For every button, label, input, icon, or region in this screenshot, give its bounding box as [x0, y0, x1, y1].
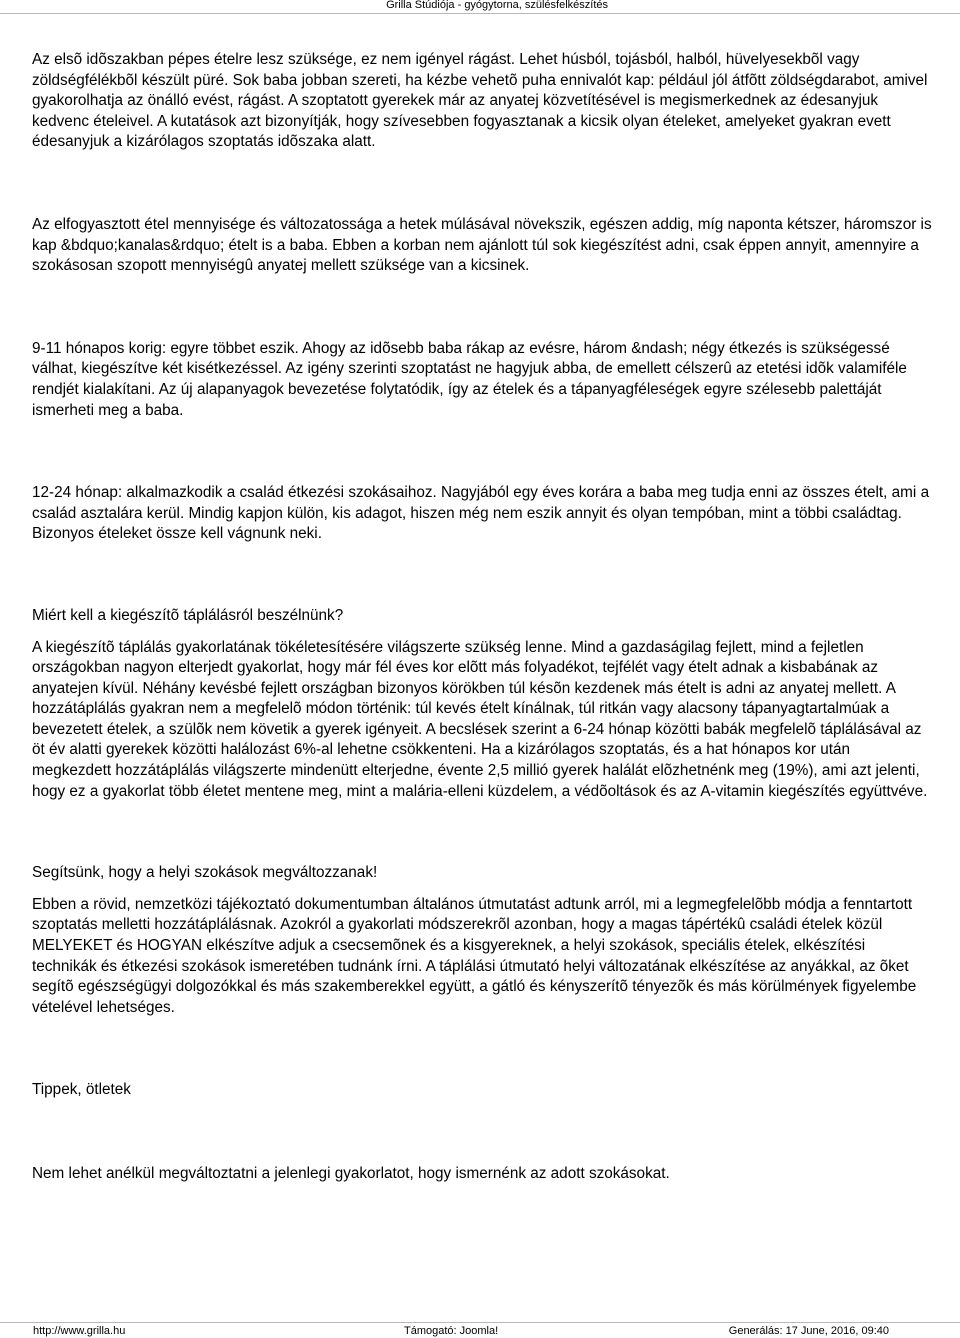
- footer-generated-date: Generálás: 17 June, 2016, 09:40: [728, 1325, 889, 1337]
- heading-local-customs: Segítsünk, hogy a helyi szokások megváltozzanak!: [32, 864, 378, 882]
- header-divider: [0, 13, 960, 14]
- paragraph-tips: Nem lehet anélkül megváltoztatni a jelenlegi gyakorlatot, hogy ismernénk az adott szokásokat.: [32, 1165, 670, 1182]
- footer-divider: [0, 1322, 960, 1323]
- page-footer: [0, 1322, 960, 1338]
- heading-why-complementary: Miért kell a kiegészítõ táplálásról beszélnünk?: [32, 606, 344, 624]
- page-header: [0, 0, 960, 14]
- paragraph-12-24-months: 12-24 hónap: alkalmazkodik a család étkezési szokásaihoz. Nagyjából egy éves korára a baba meg tudja enni az összes ételt, ami a család asztalára kerül. Mindig kapjon külön, kis adagot, hiszen még nem eszik annyit és olyan tempóban, mint a többi családtag. Bizonyos ételeket össze kell vágnunk neki.: [32, 484, 930, 543]
- paragraph-first-foods: Az elsõ idõszakban pépes ételre lesz szüksége, ez nem igényel rágást. Lehet húsból, tojásból, halból, hüvelyesekbõl vagy zöldségfélékbõl készült püré. Sok baba jobban szereti, ha kézbe vehetõ puha ennivalót kap: például jól átfõtt zöldségdarabot, amivel gyakorolhatja az önálló evést, rágást. A szoptatott gyerekek már az anyatej közvetítésével is megismerkednek az édesanyjuk kedvenc ételeivel. A kutatások azt bizonyítják, hogy szívesebben fogyasztanak a kicsik olyan ételeket, amelyeket gyakran evett édesanyjuk a kizárólagos szoptatás idõszaka alatt.: [32, 51, 928, 151]
- paragraph-why-complementary: A kiegészítõ táplálás gyakorlatának tökéletesítésére világszerte szükség lenne. Mind a gazdaságilag fejlett, mind a fejletlen országokban nagyon elterjedt gyakorlat, hogy már fél éves kor elõtt más folyadékot, tejfélét vagy ételt adnak a kisbabának az anyatejen kívül. Néhány kevésbé fejlett országban bizonyos körökben túl késõn kezdenek más ételt is adni az anyatej mellett. A hozzátáplálás gyakran nem a megfelelõ módon történik: túl kevés ételt kínálnak, túl ritkán vagy alacsony tápanyagtartalmúak a bevezetett ételek, a szülõk nem követik a gyerek igényeit. A becslések szerint a 6-24 hónap közötti babák megfelelõ táplálásával az öt év alatti gyerekek közötti halálozást 6%-al lehetne csökkenteni. Ha a kizárólagos szoptatás, és a hat hónapos kor után megkezdett hozzátáplálás világszerte mindenütt elterjedne, évente 2,5 millió gyerek halálát elõzhetnénk meg (19%), ami azt jelenti, hogy ez a gyakorlat több életet mentene meg, mint a malária-elleni küzdelem, a védõoltások és az A-vitamin kiegészítés együttvéve.: [32, 638, 928, 800]
- paragraph-9-11-months: 9-11 hónapos korig: egyre többet eszik. Ahogy az idõsebb baba rákap az evésre, három &ndash; négy étkezés is szükségessé válhat, kiegészítve két kisétkezéssel. Az igény szerinti szoptatást ne hagyjuk abba, de emellett célszerû az etetési idõk valamiféle rendjét kialakítani. Az új alapanyagok bevezetése folytatódik, így az ételek és a tápanyagféleségek egyre szélesebb palettáját ismerheti meg a baba.: [32, 339, 907, 419]
- footer-url-link[interactable]: http://www.grilla.hu: [33, 1325, 126, 1337]
- site-title: Grilla Stúdiója - gyógytorna, szülésfelkészítés: [386, 0, 608, 11]
- paragraph-local-customs: Ebben a rövid, nemzetközi tájékoztató dokumentumban általános útmutatást adtunk arról, mi a legmegfelelõbb módja a fenntartott szoptatás melletti hozzátáplálásnak. Azokról a gyakorlati módszerekrõl azonban, hogy a magas tápértékû családi ételek közül MELYEKET és HOGYAN elkészítve adjuk a csecsemõnek és a kisgyereknek, a helyi szokások, speciális ételek, elkészítési technikák és étkezési szokások ismeretében tudnánk írni. A táplálási útmutató helyi változatának elkészítése az anyákkal, az õket segítõ egészségügyi dolgozókkal és más szakemberekkel együtt, a gátló és kényszerítõ tényezõk és más körülmények figyelembe vételével lehetséges.: [32, 895, 917, 1016]
- paragraph-quantity: Az elfogyasztott étel mennyisége és változatossága a hetek múlásával növekszik, egészen addig, míg naponta kétszer, háromszor is kap &bdquo;kanalas&rdquo; ételt is a baba. Ebben a korban nem ajánlott túl sok kiegészítést adni, csak éppen annyit, amennyire a szokásosan szopott mennyiségû anyatej mellett szüksége van a kicsinek.: [32, 215, 932, 275]
- footer-support-text: Támogató: Joomla!: [404, 1325, 499, 1337]
- heading-tips: Tippek, ötletek: [32, 1081, 131, 1099]
- article-body: [32, 50, 932, 1185]
